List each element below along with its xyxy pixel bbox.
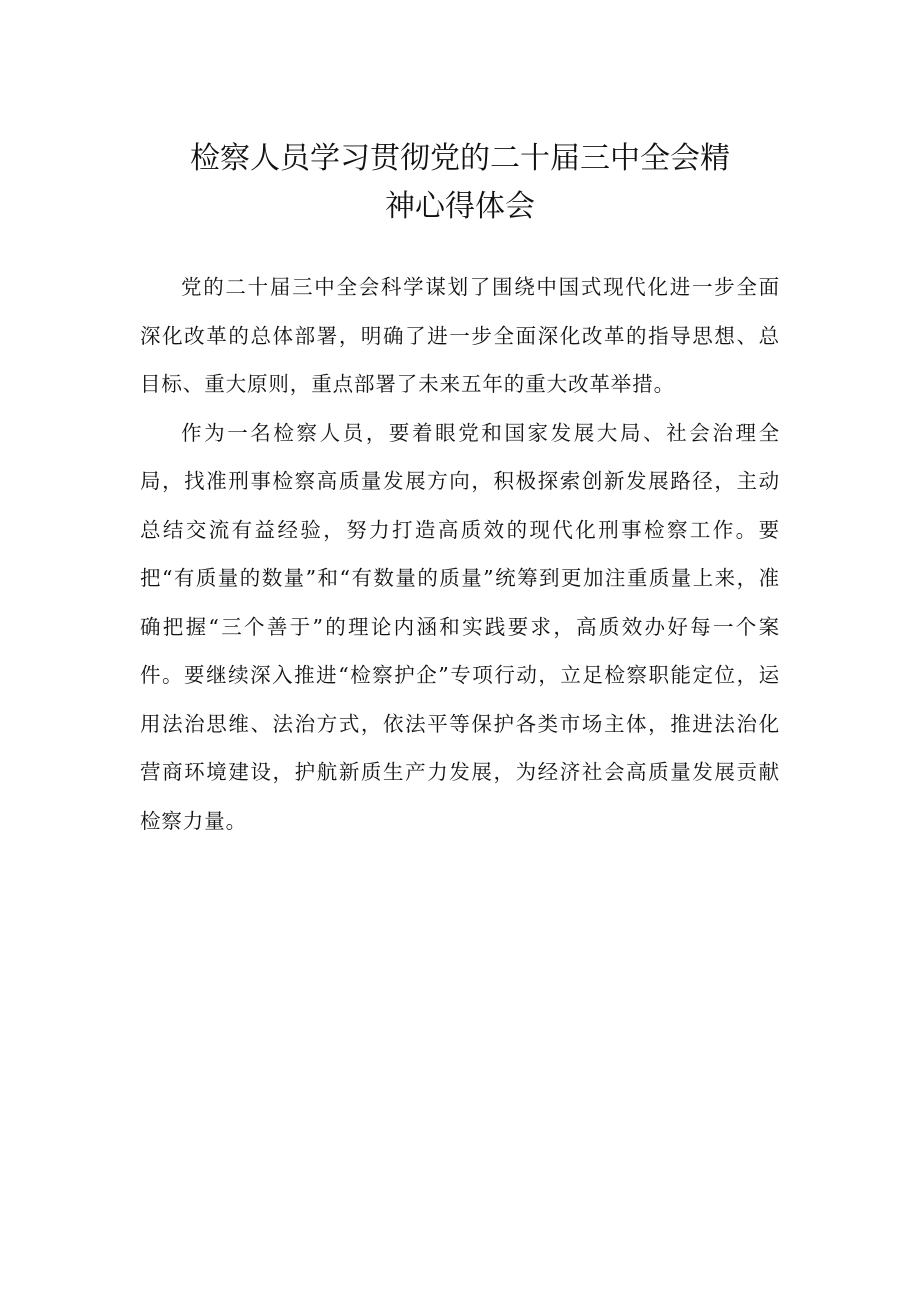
document-body (140, 263, 780, 845)
document-title (140, 135, 780, 231)
paragraph-1: 党的二十届三中全会科学谋划了围绕中国式现代化进一步全面深化改革的总体部署，明确了进一步全面深化改革的指导思想、总目标、重大原则，重点部署了未来五年的重大改革举措。 (140, 275, 780, 396)
title-line-2: 神心得体会 (385, 189, 535, 224)
title-line-1: 检察人员学习贯彻党的二十届三中全会精 (190, 141, 730, 176)
paragraph-2: 作为一名检察人员，要着眼党和国家发展大局、社会治理全局，找准刑事检察高质量发展方向，积极探索创新发展路径，主动总结交流有益经验，努力打造高质效的现代化刑事检察工作。要把“有质量的数量”和“有数量的质量”统筹到更加注重质量上来，准确把握“三个善于”的理论内涵和实践要求，高质效办好每一个案件。要继续深入推进“检察护企”专项行动，立足检察职能定位，运用法治思维、法治方式，依法平等保护各类市场主体，推进法治化营商环境建设，护航新质生产力发展，为经济社会高质量发展贡献检察力量。 (140, 420, 780, 833)
